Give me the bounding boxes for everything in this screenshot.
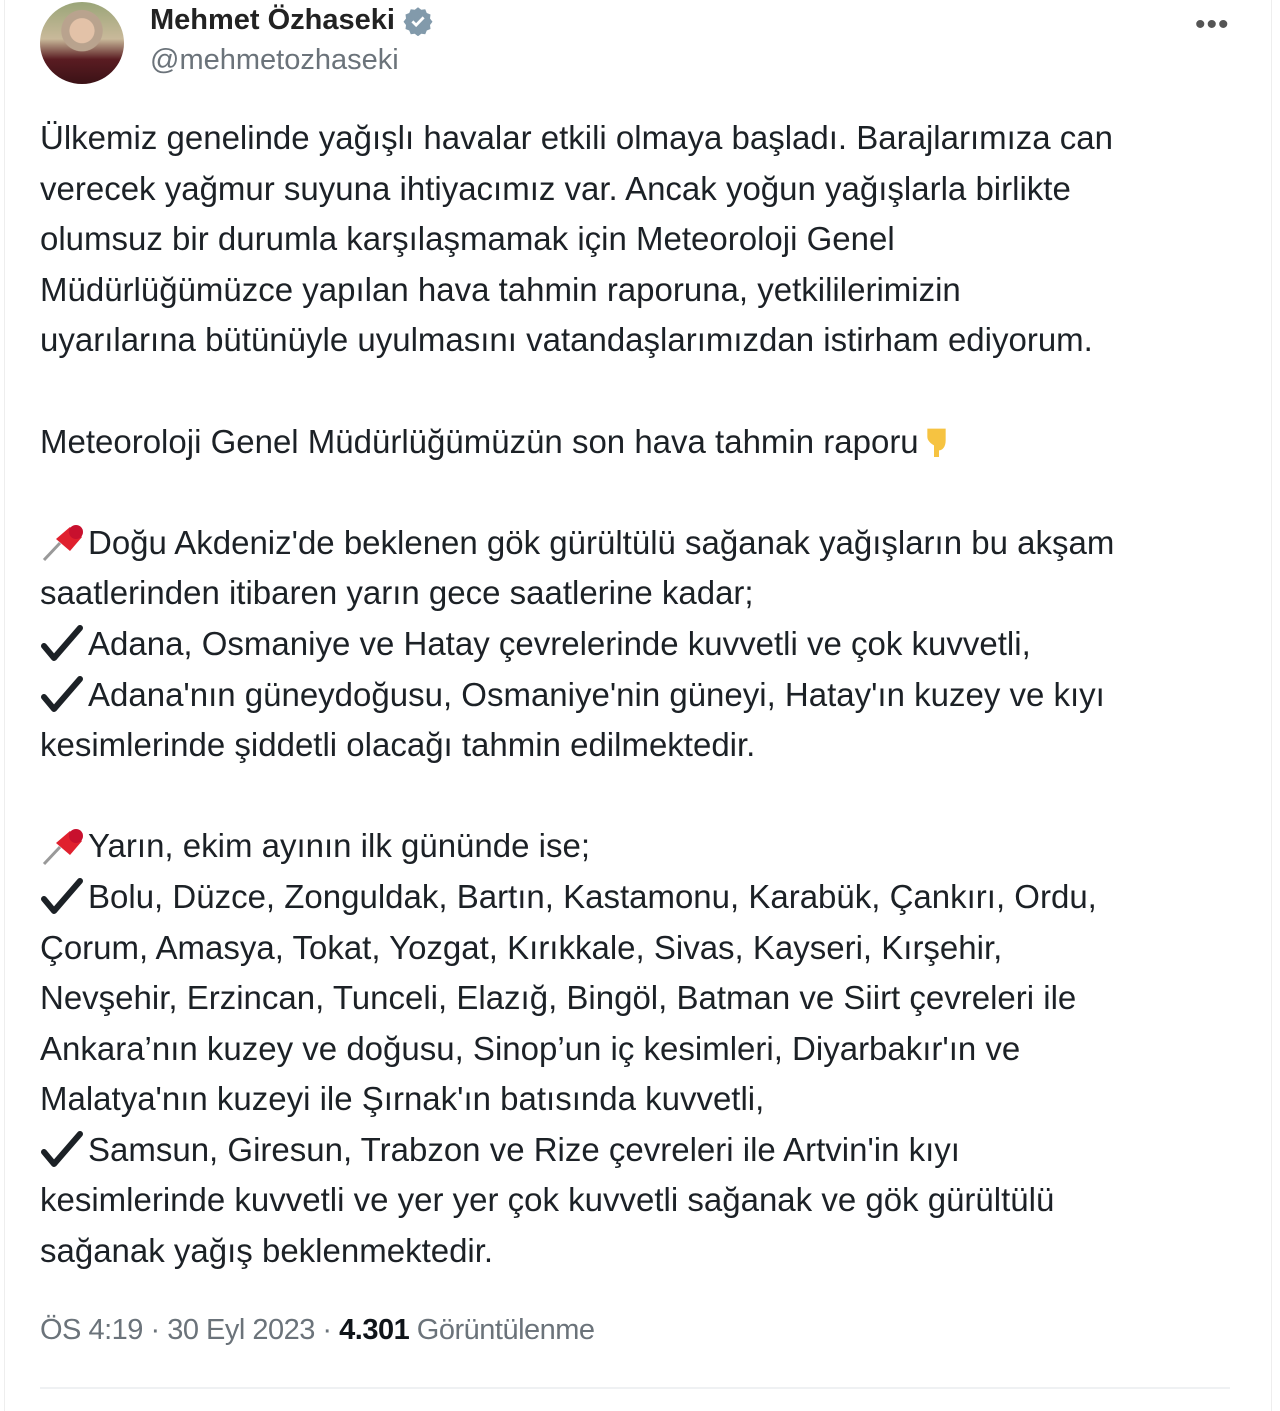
text-line [40,1024,1250,1075]
text-line [40,1125,1250,1176]
line-text: olumsuz bir durumla karşılaşmamak için Meteoroloji Genel [40,220,895,258]
line-text: sağanak yağış beklenmektedir. [40,1232,494,1270]
text-line [40,113,1250,164]
separator: · [314,1314,340,1346]
more-horizontal-icon[interactable]: ••• [1195,8,1230,41]
line-text: Ankara’nın kuzey ve doğusu, Sinop’un iç kesimleri, Diyarbakır'ın ve [40,1029,1021,1067]
text-line [40,214,1250,265]
divider [40,1387,1230,1389]
text-line [40,265,1250,316]
line-text: Ülkemiz genelinde yağışlı havalar etkili olmaya başladı. Barajlarımıza can [40,119,1113,156]
line-text: Malatya'nın kuzeyi ile Şırnak'ın batısında kuvvetli, [40,1080,765,1118]
text-line [40,164,1250,215]
text-line [40,670,1250,721]
line-text: Meteoroloji Genel Müdürlüğümüzün son hava tahmin raporu [40,422,919,460]
text-line [40,467,1250,518]
line-text: Yarın, ekim ayının ilk gününde ise; [88,827,590,865]
text-line [40,518,1250,569]
line-text: uyarılarına bütünüyle uyulmasını vatandaşlarımızdan istirham ediyorum. [40,321,1093,359]
views-label: Görüntülenme [416,1314,595,1346]
view-count: 4.301 [339,1314,410,1346]
check-icon [40,1130,88,1170]
line-text: Doğu Akdeniz'de beklenen gök gürültülü sağanak yağışların bu akşam [88,523,1115,561]
separator: · [142,1314,168,1346]
text-line [40,1226,1250,1277]
line-text: Adana'nın güneydoğusu, Osmaniye'nin güneyi, Hatay'ın kuzey ve kıyı [88,675,1105,713]
author-name[interactable]: Mehmet Özhaseki [150,4,395,36]
author-name-row[interactable] [150,4,433,37]
line-text: Çorum, Amasya, Tokat, Yozgat, Kırıkkale, Sivas, Kayseri, Kırşehir, [40,928,1003,966]
text-line [40,1175,1250,1226]
text-line [40,771,1250,822]
line-text: kesimlerinde kuvvetli ve yer yer çok kuvvetli sağanak ve gök gürültülü [40,1181,1055,1219]
check-icon [40,877,88,917]
text-line [40,973,1250,1024]
check-icon [40,624,88,664]
line-text: Samsun, Giresun, Trabzon ve Rize çevreleri ile Artvin'in kıyı [88,1130,960,1168]
tweet-meta [40,1314,595,1347]
line-text: verecek yağmur suyuna ihtiyacımız var. Ancak yoğun yağışlarla birlikte [40,169,1071,207]
line-text: Nevşehir, Erzincan, Tunceli, Elazığ, Bingöl, Batman ve Siirt çevreleri ile [40,979,1077,1017]
verified-badge-icon [403,6,433,36]
check-icon [40,675,88,715]
text-line [40,821,1250,872]
pushpin-icon [40,827,88,867]
line-text: Müdürlüğümüzce yapılan hava tahmin raporuna, yetkililerimizin [40,270,961,308]
tweet-text [40,113,1250,1277]
text-line [40,366,1250,417]
tweet-time[interactable]: ÖS 4:19 [40,1314,143,1346]
text-line [40,923,1250,974]
text-line [40,872,1250,923]
line-text: Adana, Osmaniye ve Hatay çevrelerinde kuvvetli ve çok kuvvetli, [88,624,1031,662]
avatar[interactable] [40,2,124,84]
text-line [40,619,1250,670]
line-text: Bolu, Düzce, Zonguldak, Bartın, Kastamonu, Karabük, Çankırı, Ordu, [88,877,1097,915]
pushpin-icon [40,523,88,563]
line-text: saatlerinden itibaren yarın gece saatlerine kadar; [40,574,754,612]
pointing-down-icon [919,422,959,462]
author-handle[interactable]: @mehmetozhaseki [150,44,399,76]
tweet-date[interactable]: 30 Eyl 2023 [167,1314,315,1346]
text-line [40,568,1250,619]
line-text: kesimlerinde şiddetli olacağı tahmin edilmektedir. [40,726,756,764]
text-line [40,720,1250,771]
text-line [40,417,1250,468]
text-line [40,1074,1250,1125]
text-line [40,315,1250,366]
